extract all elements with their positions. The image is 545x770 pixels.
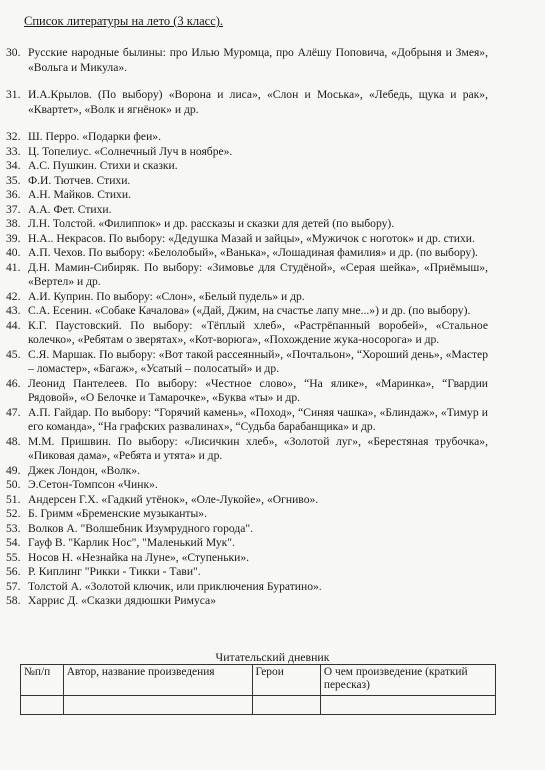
list-item <box>6 188 488 203</box>
list-item-number: 53. <box>6 521 21 535</box>
list-item-text: А.И. Куприн. По выбору: «Слон», «Белый пудель» и др. <box>28 289 305 303</box>
list-item-text: Ф.И. Тютчев. Стихи. <box>28 173 131 187</box>
list-item-number: 48. <box>6 434 21 448</box>
reading-diary-table <box>20 664 496 715</box>
list-item <box>6 246 488 261</box>
list-item-number: 43. <box>6 304 21 317</box>
list-item-text: Л.Н. Толстой. «Филиппок» и др. рассказы и сказки для детей (по выбору). <box>28 217 395 230</box>
list-item-text: С.Я. Маршак. По выбору: «Вот такой рассеянный», «Почтальон», “Хороший день», «Мастер – ломастер», «Багаж», «Усатый – полосатый» и др. <box>28 347 488 375</box>
list-item-number: 50. <box>6 478 21 491</box>
list-item <box>6 507 488 522</box>
list-item-text: А.Н. Майков. Стихи. <box>28 188 131 201</box>
list-item-text: А.С. Пушкин. Стихи и сказки. <box>28 159 178 172</box>
table-header-row <box>21 665 496 696</box>
page-title: Список литературы на лето (3 класс). <box>24 14 224 28</box>
list-item-number: 37. <box>6 202 21 216</box>
table-cell <box>21 696 64 715</box>
list-item <box>6 580 488 595</box>
list-item-text: Ц. Топелиус. «Солнечный Луч в ноябре». <box>28 144 233 158</box>
list-item-number: 35. <box>6 173 21 187</box>
list-item-text: Гауф В. "Карлик Нос", "Маленький Мук". <box>28 536 235 549</box>
list-item-number: 39. <box>6 231 21 245</box>
list-item <box>6 522 488 537</box>
list-item-number: 34. <box>6 159 21 172</box>
list-item-number: 54. <box>6 536 21 549</box>
list-item-text: С.А. Есенин. «Собаке Качалова» («Дай, Джим, на счастье лапу мне...») и др. (по выбору). <box>28 304 471 317</box>
header-author-title: Автор, название произведения <box>63 665 252 696</box>
list-item-text: М.М. Пришвин. По выбору: «Лисичкин хлеб», «Золотой луг», «Берестяная трубочка», «Пиковая дама», «Ребята и утята» и др. <box>28 434 488 462</box>
list-item <box>6 217 488 232</box>
list-item-number: 55. <box>6 550 21 564</box>
list-item <box>6 478 488 493</box>
list-item-text: К.Г. Паустовский. По выбору: «Тёплый хлеб», «Растрёпанный воробей», «Стальное колечко», «Ребятам о зверятах», «Кот-ворюга», «Похождение жука-носорога» и др. <box>28 318 488 346</box>
list-item-text: Толстой А. «Золотой ключик, или приключения Буратино». <box>28 579 322 593</box>
list-item-text: Э.Сетон-Томпсон «Чинк». <box>28 478 158 491</box>
list-item <box>6 594 488 609</box>
list-item-number: 57. <box>6 579 21 593</box>
list-item <box>6 46 488 75</box>
list-item-text: И.А.Крылов. (По выбору) «Ворона и лиса», «Слон и Моська», «Лебедь, щука и рак», «Квартет», «Волк и ягнёнок» и др. <box>28 88 488 116</box>
list-item-text: Харрис Д. «Сказки дядюшки Римуса» <box>28 594 216 607</box>
list-item <box>6 304 488 319</box>
list-item-number: 36. <box>6 188 21 201</box>
list-item-number: 47. <box>6 405 21 419</box>
list-item-number: 45. <box>6 347 21 361</box>
list-item <box>6 290 488 305</box>
list-item-text: А.А. Фет. Стихи. <box>28 202 112 216</box>
list-item-number: 58. <box>6 594 21 607</box>
list-item <box>6 565 488 580</box>
list-item-text: Р. Киплинг "Рикки - Тикки - Тави". <box>28 565 201 578</box>
list-item <box>6 435 488 464</box>
list-item-number: 56. <box>6 565 21 578</box>
list-item <box>6 130 488 145</box>
list-item-text: Б. Гримм «Бременские музыканты». <box>28 507 207 520</box>
header-number: №п/п <box>21 665 64 696</box>
reading-list <box>6 46 488 609</box>
list-item-number: 51. <box>6 492 21 506</box>
list-item-text: А.П. Гайдар. По выбору: “Горячий камень», «Поход», “Синяя чашка», «Блиндаж», «Тимур и его команда», “На графских развалинах», “Судьба барабанщика» и др. <box>28 405 488 433</box>
list-item <box>6 261 488 290</box>
list-item-number: 52. <box>6 507 21 520</box>
list-item <box>6 203 488 218</box>
list-item <box>6 145 488 160</box>
list-item-number: 44. <box>6 318 21 332</box>
list-item-text: Андерсен Г.Х. «Гадкий утёнок», «Оле-Лукойе», «Огниво». <box>28 492 319 506</box>
list-item <box>6 493 488 508</box>
list-item-number: 30. <box>6 46 21 59</box>
list-item <box>6 88 488 117</box>
list-item <box>6 551 488 566</box>
list-item <box>6 464 488 479</box>
list-item-text: Джек Лондон, «Волк». <box>28 463 141 477</box>
list-item <box>6 536 488 551</box>
table-cell <box>63 696 252 715</box>
list-item <box>6 348 488 377</box>
list-item-number: 46. <box>6 376 21 390</box>
table-cell <box>252 696 320 715</box>
list-item-text: Русские народные былины: про Илью Муромца, про Алёшу Поповича, «Добрыня и Змея», «Вольга и Микула». <box>28 46 488 74</box>
list-item-number: 41. <box>6 260 21 274</box>
list-item-text: Носов Н. «Незнайка на Луне», «Ступеньки». <box>28 550 250 564</box>
list-item-number: 33. <box>6 144 21 158</box>
list-item <box>6 377 488 406</box>
diary-title: Читательский дневник <box>215 650 330 664</box>
list-item-text: Волков А. "Волшебник Изумрудного города". <box>28 521 254 535</box>
list-item-number: 49. <box>6 463 21 477</box>
table-cell <box>320 696 495 715</box>
list-item-number: 32. <box>6 130 21 143</box>
table-row <box>21 696 496 715</box>
list-item-text: Ш. Перро. «Подарки феи». <box>28 130 161 143</box>
list-item <box>6 159 488 174</box>
list-item-number: 40. <box>6 246 21 259</box>
list-item-text: А.П. Чехов. По выбору: «Белолобый», «Ванька», «Лошадиная фамилия» и др. (по выбору). <box>28 246 478 259</box>
header-heroes: Герои <box>252 665 320 696</box>
list-item-number: 31. <box>6 88 21 101</box>
list-item <box>6 319 488 348</box>
list-item <box>6 406 488 435</box>
list-item-number: 42. <box>6 289 21 303</box>
list-item-text: Д.Н. Мамин-Сибиряк. По выбору: «Зимовье для Студёной», «Серая шейка», «Приёмыш», «Вертел» и др. <box>28 260 488 288</box>
header-summary: О чем произведение (краткий пересказ) <box>320 665 495 696</box>
list-item-text: Н.А.. Некрасов. По выбору: «Дедушка Мазай и зайцы», «Мужичок с ноготок» и др. стихи. <box>28 231 475 245</box>
list-item-number: 38. <box>6 217 21 230</box>
list-item <box>6 232 488 247</box>
list-item <box>6 174 488 189</box>
list-item-text: Леонид Пантелеев. По выбору: «Честное слово», “На ялике», «Маринка», “Гвардии Рядовой», «О Белочке и Тамарочке», «Буква «ты» и др. <box>28 376 488 404</box>
